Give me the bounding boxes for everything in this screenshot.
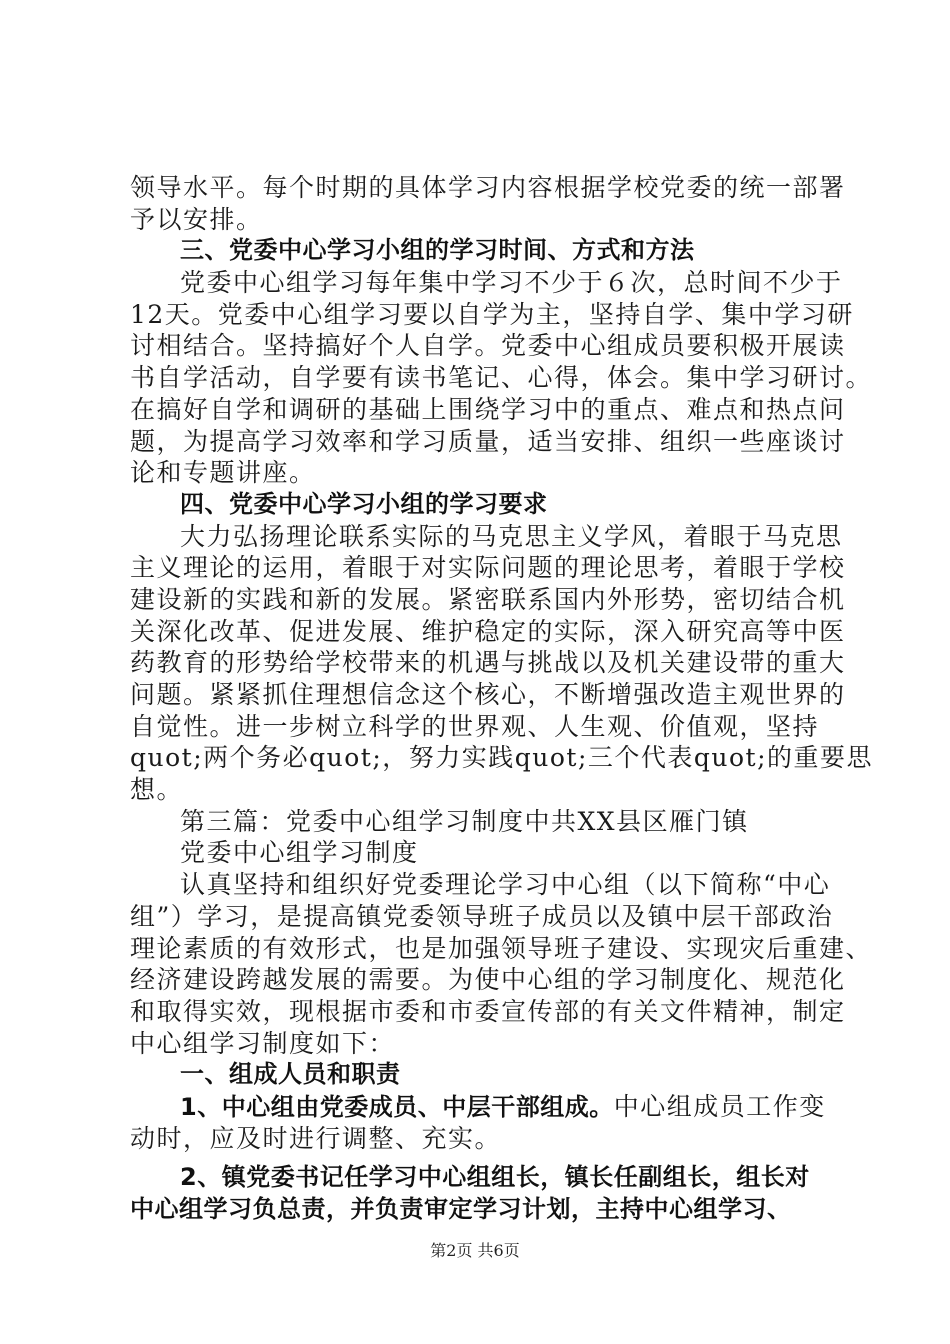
text-line: 问题。紧紧抓住理想信念这个核心，不断增强改造主观世界的 [130,680,846,709]
text-line: 理论素质的有效形式，也是加强领导班子建设、实现灾后重建、 [130,933,873,963]
text-line: 认真坚持和组织好党委理论学习中心组（以下简称“中心 [180,870,831,900]
text-line [130,1091,840,1123]
text-line: 党委中心组学习每年集中学习不少于６次，总时间不少于 [180,268,843,298]
bold-text-line: 2、镇党委书记任学习中心组组长，镇长任副组长，组长对 [180,1163,810,1192]
bold-text-line: 中心组学习负总责，并负责审定学习计划，主持中心组学习、 [130,1195,792,1223]
text-line: 经济建设跨越发展的需要。为使中心组的学习制度化、规范化 [130,965,846,995]
text-line: 自觉性。进一步树立科学的世界观、人生观、价值观，坚持 [130,711,820,741]
text-line: 领导水平。每个时期的具体学习内容根据学校党委的统一部署 [130,173,846,202]
text-line: 和取得实效，现根据市委和市委宣传部的有关文件精神，制定 [130,996,846,1026]
text-line: 讨相结合。坚持搞好个人自学。党委中心组成员要积极开展读 [130,331,846,361]
text-line: 组”）学习，是提高镇党委领导班子成员以及镇中层干部政治 [130,901,834,931]
text-line: 想。 [130,775,184,805]
text-line: 大力弘扬理论联系实际的马克思主义学风，着眼于马克思 [180,521,843,551]
text-line: 题，为提高学习效率和学习质量，适当安排、组织一些座谈讨 [130,426,846,456]
text-line: 12天。党委中心组学习要以自学为主，坚持自学、集中学习研 [130,299,854,329]
text-line: 药教育的形势给学校带来的机遇与挑战以及机关建设带的重大 [130,648,846,678]
text-line: 中心组学习制度如下： [130,1028,396,1058]
text-line: 书自学活动，自学要有读书笔记、心得，体会。集中学习研讨。 [130,363,873,393]
text-line: 主义理论的运用，着眼于对实际问题的理论思考，着眼于学校 [130,553,846,583]
section-heading: 三、党委中心学习小组的学习时间、方式和方法 [180,236,695,265]
document-body [130,172,874,1226]
page-footer: 第2页 共6页 [430,1241,520,1260]
article-subtitle: 党委中心组学习制度 [180,838,419,868]
text-line: 予以安排。 [130,204,263,234]
text-line: 论和专题讲座。 [130,458,316,488]
paragraph-gap [130,1154,840,1162]
line-tail-text: 中心组成员工作变 [613,1091,826,1121]
text-line: 动时，应及时进行调整、充实。 [130,1123,502,1153]
text-line: 关深化改革、促进发展、维护稳定的实际，深入研究高等中医 [130,616,846,646]
bold-lead-text: 1、中心组由党委成员、中层干部组成。 [180,1092,614,1121]
section-heading: 一、组成人员和职责 [180,1060,401,1089]
text-line: 建设新的实践和新的发展。紧密联系国内外形势，密切结合机 [130,584,846,614]
text-line: 在搞好自学和调研的基础上围绕学习中的重点、难点和热点问 [130,394,846,424]
article-title: 第三篇：党委中心组学习制度中共XX县区雁门镇 [180,806,749,836]
text-line: quot;两个务必quot;，努力实践quot;三个代表quot;的重要思 [130,743,874,773]
section-heading: 四、党委中心学习小组的学习要求 [180,489,548,518]
